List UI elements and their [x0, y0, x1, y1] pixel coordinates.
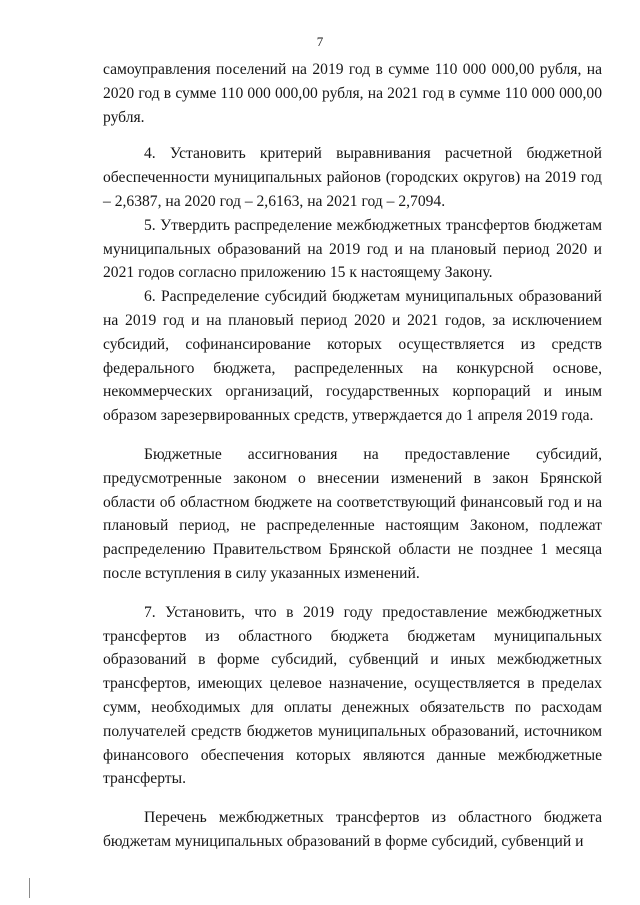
paragraph-item-7: 7. Установить, что в 2019 году предоставление межбюджетных трансфертов из областного бюджета бюджетам муниципальных образований в форме субсидий, субвенций и иных межбюджетных трансфертов, имеющих целевое назначение, осуществляется в пределах сумм, необходимых для оплаты денежных обязательств по расходам получателей средств бюджетов муниципальных образований, источником финансового обеспечения которых являются данные межбюджетные трансферты. [103, 603, 602, 788]
paragraph-item-5: 5. Утвердить распределение межбюджетных трансфертов бюджетам муниципальных образований на 2019 год и на плановый период 2020 и 2021 годов согласно приложению 15 к настоящему Закону. [103, 216, 602, 282]
paragraph-budget-allocations: Бюджетные ассигнования на предоставление субсидий, предусмотренные законом о внесении изменений в закон Брянской области об областном бюджете на соответствующий финансовый год и на плановый период, не распределенные настоящим Законом, подлежат распределению Правительством Брянской области не позднее 1 месяца после вступления в силу указанных изменений. [103, 445, 602, 582]
paragraph-continuation: самоуправления поселений на 2019 год в сумме 110 000 000,00 рубля, на 2020 год в сумме 110 000 000,00 рубля, на 2021 год в сумме 110 000 000,00 рубля. [103, 61, 602, 126]
paragraph-item-6: 6. Распределение субсидий бюджетам муниципальных образований на 2019 год и на плановый период 2020 и 2021 годов, за исключением субсидий, софинансирование которых осуществляется из средств федерального бюджета, распределенных на конкурсной основе, некоммерческих организаций, государственных корпораций и иным образом зарезервированных средств, утверждается до 1 апреля 2019 года. [103, 288, 602, 425]
scan-margin-mark [29, 878, 30, 898]
document-body [103, 58, 602, 854]
page-number: 7 [316, 34, 324, 49]
paragraph-item-4: 4. Установить критерий выравнивания расчетной бюджетной обеспеченности муниципальных районов (городских округов) на 2019 год – 2,6387, на 2020 год – 2,6163, на 2021 год – 2,7094. [103, 145, 602, 210]
paragraph-transfers-list: Перечень межбюджетных трансфертов из областного бюджета бюджетам муниципальных образований в форме субсидий, субвенций и [103, 809, 602, 850]
